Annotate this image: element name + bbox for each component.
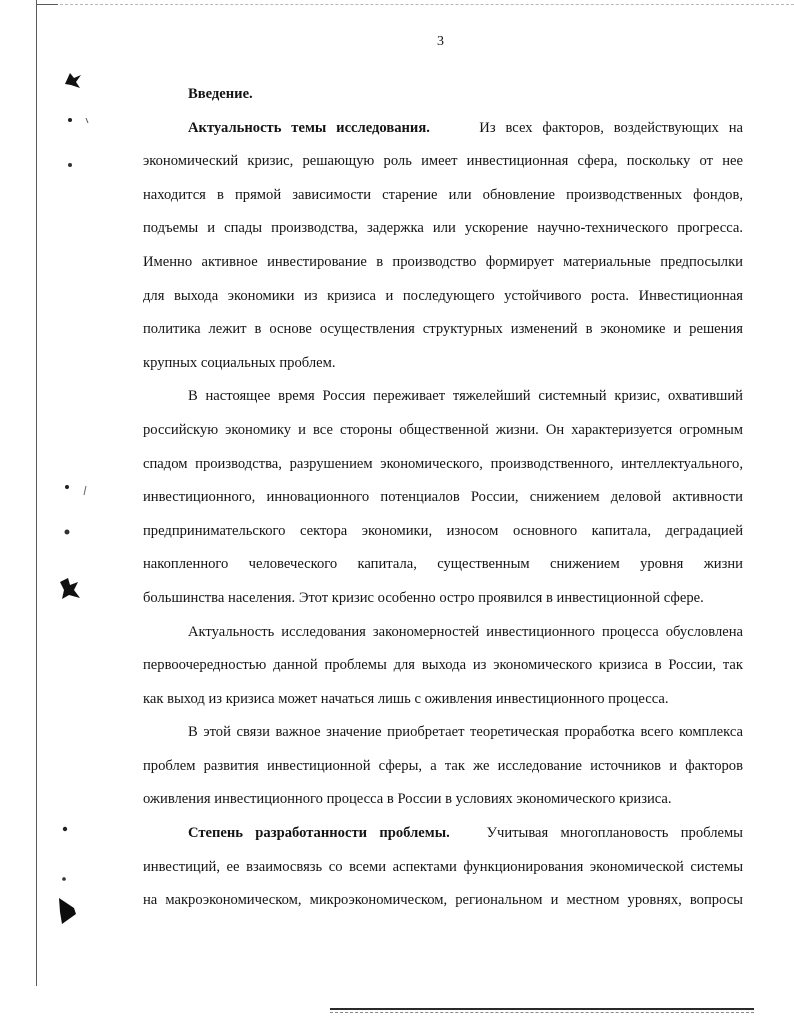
paragraph-line: инвестиционного, инновационного потенциалов России, снижением деловой активности	[143, 489, 743, 506]
paragraph-line: на макроэкономическом, микроэкономическом, региональном и местном уровнях, вопросы	[143, 892, 743, 909]
paragraph-line: В этой связи важное значение приобретает теоретическая проработка всего комплекса	[188, 724, 743, 741]
punch-hole-mark	[54, 896, 80, 926]
paragraph-line: проблем развития инвестиционной сферы, а так же исследование источников и факторов	[143, 757, 743, 774]
speckle-mark	[60, 875, 68, 883]
paragraph-line: оживления инвестиционного процесса в России в условиях экономического кризиса.	[143, 791, 672, 808]
paragraph-line: российскую экономику и все стороны общественной жизни. Он характеризуется огромным	[143, 421, 743, 438]
paragraph-line: как выход из кризиса может начаться лишь с оживления инвестиционного процесса.	[143, 690, 669, 707]
scan-edge-bottom-dashed	[330, 1012, 754, 1013]
paragraph-line: экономический кризис, решающую роль имеет инвестиционная сфера, поскольку от нее	[143, 153, 743, 170]
punch-hole-mark	[62, 70, 84, 90]
paragraph-line: для выхода экономики из кризиса и последующего устойчивого роста. Инвестиционная	[143, 287, 743, 304]
paragraph-line: Актуальность исследования закономерностей инвестиционного процесса обусловлена	[188, 623, 743, 640]
speckle-mark	[62, 527, 72, 537]
paragraph-line: политика лежит в основе осуществления структурных изменений в экономике и решения	[143, 321, 743, 338]
paragraph-line: большинства населения. Этот кризис особенно остро проявился в инвестиционной сфере.	[143, 589, 704, 606]
paragraph-line: накопленного человеческого капитала, существенным снижением уровня жизни	[143, 556, 743, 573]
paragraph-line: В настоящее время Россия переживает тяжелейший системный кризис, охвативший	[188, 388, 743, 405]
paragraph-line: спадом производства, разрушением экономического, производственного, интеллектуального,	[143, 455, 743, 472]
scan-edge-bottom	[330, 1008, 754, 1010]
section-heading: Введение.	[188, 86, 253, 102]
punch-hole-mark	[56, 576, 84, 602]
paragraph-line: Степень разработанности проблемы. Учитывая многоплановость проблемы	[188, 825, 743, 842]
speckle-mark	[62, 482, 92, 498]
speckle-mark	[66, 160, 74, 170]
speckle-mark	[66, 114, 92, 126]
paragraph-line: Именно активное инвестирование в производство формирует материальные предпосылки	[143, 253, 743, 270]
lead-term: Степень разработанности проблемы.	[188, 825, 450, 842]
paragraph-line: находится в прямой зависимости старение или обновление производственных фондов,	[143, 186, 743, 203]
scan-edge-top	[60, 4, 794, 5]
paragraph-line: инвестиций, ее взаимосвязь со всеми аспектами функционирования экономической системы	[143, 858, 743, 875]
body-text	[143, 78, 743, 918]
speckle-mark	[60, 824, 70, 834]
paragraph-line: предпринимательского сектора экономики, износом основного капитала, деградацией	[143, 522, 743, 539]
paragraph-line: подъемы и спады производства, задержка или ускорение научно-технического прогресса.	[143, 220, 743, 237]
paragraph-line: первоочередностью данной проблемы для выхода из экономического кризиса в России, так	[143, 657, 743, 674]
page-number: 3	[437, 34, 444, 49]
scan-edge-corner	[36, 4, 58, 5]
paragraph-line: Актуальность темы исследования. Из всех факторов, воздействующих на	[188, 119, 743, 136]
scan-edge-left	[36, 0, 37, 986]
paragraph-line: крупных социальных проблем.	[143, 354, 336, 371]
lead-term: Актуальность темы исследования.	[188, 119, 430, 136]
